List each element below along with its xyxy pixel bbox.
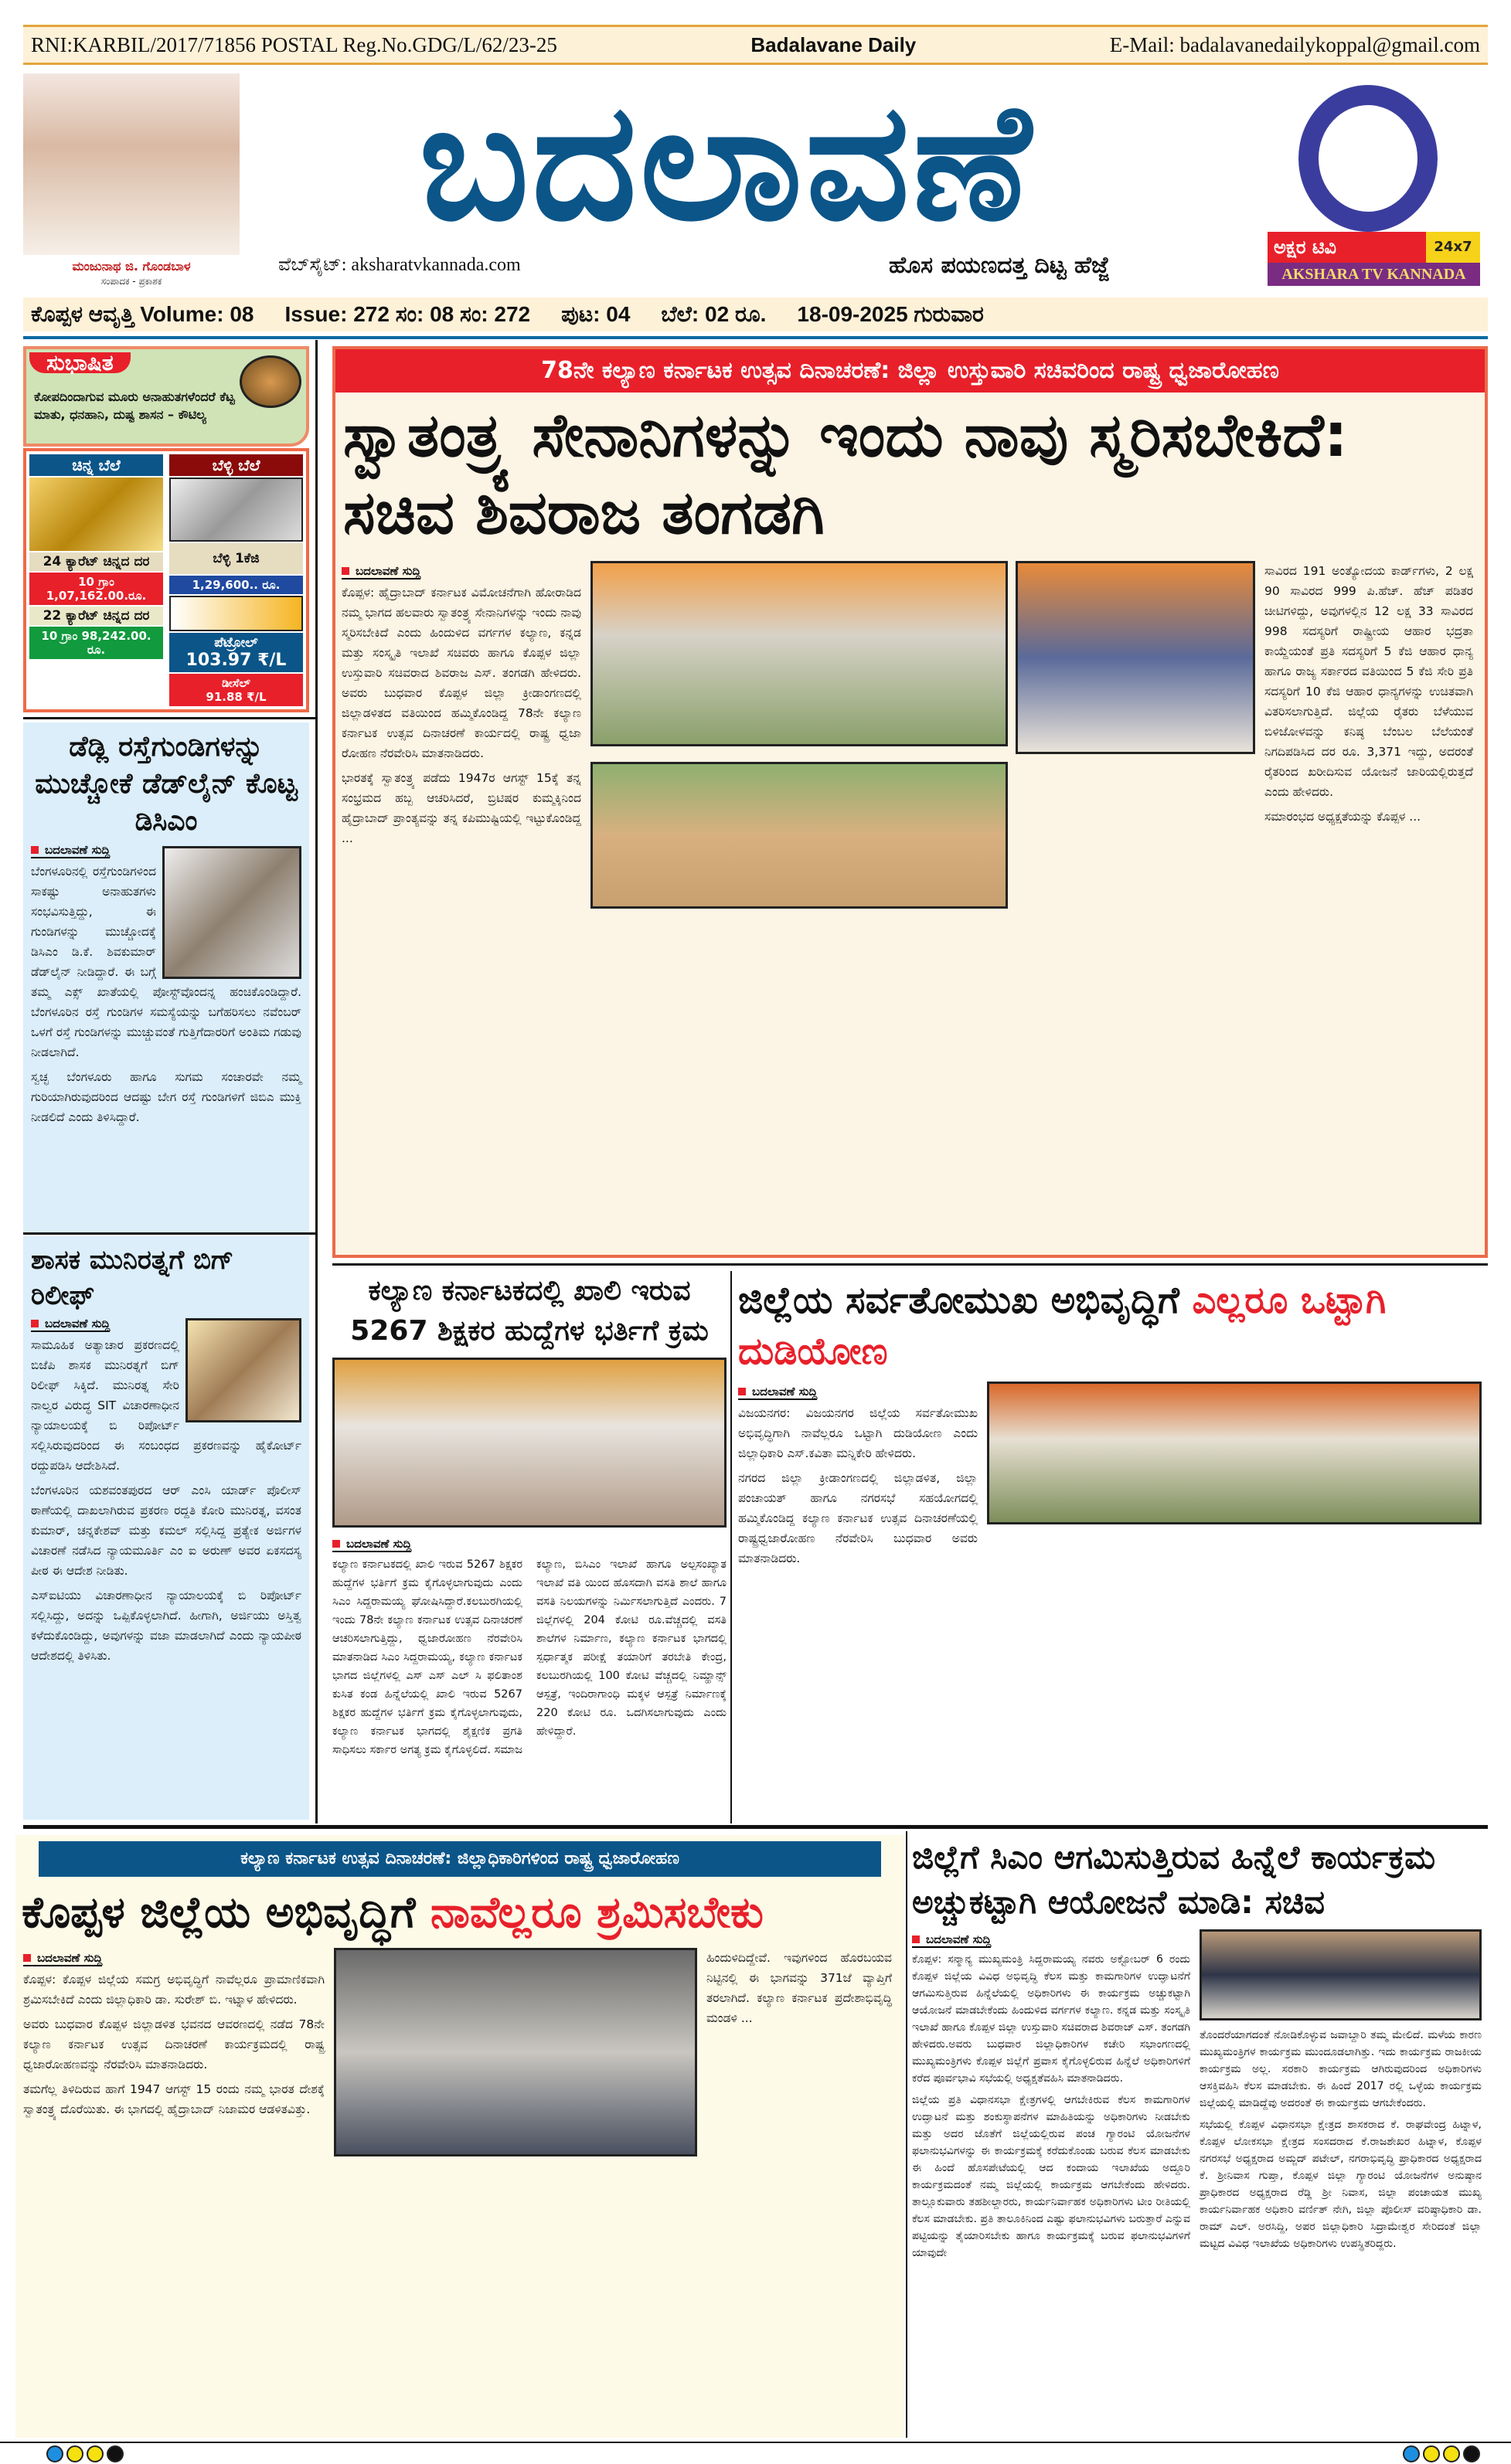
price: ಬೆಲೆ: 02 ರೂ. xyxy=(661,301,767,326)
divider xyxy=(23,336,1488,339)
muniratna-paragraph: ಬೆಂಗಳೂರಿನ ಯಶವಂತಪುರದ ಆರ್ ಎಂಸಿ ಯಾರ್ಡ್ ಪೊಲೀಸ್ ಠಾಣೆಯಲ್ಲಿ ದಾಖಲಾಗಿರುವ ಪ್ರಕರಣ ರದ್ದತಿ ಕೋರಿ ಮುನಿರತ್ನ, ವಸಂತ ಕುಮಾರ್, ಚನ್ನಕೇಶವ್ ಮತ್ತು ಕಮಲ್ ಸಲ್ಲಿಸಿದ್ದ ಪ್ರತ್ಯೇಕ ಅರ್ಜಿಗಳ ವಿಚಾರಣೆ ನಡೆಸಿದ ನ್ಯಾಯಮೂರ್ತಿ ಎಂ ಐ ಅರುಣ್ ಅವರ ಏಕಸದಸ್ಯ ಪೀಠ ಈ ಆದೇಶ ನೀಡಿತು. xyxy=(31,1483,301,1578)
tv-logo-icon xyxy=(1298,85,1438,232)
tv-red-strip xyxy=(1268,232,1480,263)
diesel-label: ಡೀಸೆಲ್ xyxy=(222,676,250,690)
lead-paragraph: ಭಾರತಕ್ಕೆ ಸ್ವಾತಂತ್ರ್ಯ ಪಡೆದು 1947ರ ಆಗಸ್ಟ್ 15ಕ್ಕೆ ತನ್ನ ಸಂಭ್ರಮದ ಹಬ್ಬ ಆಚರಿಸಿದರೆ, ಬ್ರಿಟಿಷರ ಕುಮ್ಮಕ್ಕಿನಿಂದ ಹೈದ್ರಾಬಾದ್ ಪ್ರಾಂತ್ಯವನ್ನು ತನ್ನ ಕಪಿಮುಷ್ಟಿಯಲ್ಲಿ ಇಟ್ಟುಕೊಂಡಿದ್ದ ... xyxy=(342,771,581,845)
byline: ಬದಲಾವಣೆ ಸುದ್ದಿ xyxy=(31,1317,110,1332)
divider xyxy=(23,717,315,719)
gold22-value: 10 ಗ್ರಾಂ 98,242.00. ರೂ. xyxy=(29,627,163,659)
kautilya-portrait xyxy=(240,355,301,408)
koppal-flag-hoisting-photo xyxy=(334,1948,697,2156)
column-rule xyxy=(730,1271,732,1823)
footer-rule xyxy=(0,2442,1511,2443)
rni-number: RNI:KARBIL/2017/71856 POSTAL Reg.No.GDG/L/62/23-25 xyxy=(31,32,557,56)
pages: ಪುಟ: 04 xyxy=(561,301,631,326)
cm-column-2 xyxy=(1200,1929,1482,2257)
dk-paragraph: ಬೆಂಗಳೂರಿನಲ್ಲಿ ರಸ್ತೆಗುಂಡಿಗಳಿಂದ ಸಾಕಷ್ಟು ಅನಾಹುತಗಳು ಸಂಭವಿಸುತ್ತಿದ್ದು, ಈ ಗುಂಡಿಗಳನ್ನು ಮುಚ್ಚೋದಕ್ಕೆ ಡಿಸಿಎಂ ಡಿ.ಕೆ. ಶಿವಕುಮಾರ್ ಡೆಡ್‌ಲೈನ್ ನೀಡಿದ್ದಾರೆ. ಈ ಬಗ್ಗೆ ತಮ್ಮ ಎಕ್ಸ್ ಖಾತೆಯಲ್ಲಿ ಪೋಸ್ಟ್‌ವೊಂದನ್ನ ಹಂಚಿಕೊಂಡಿದ್ದಾರೆ. ಬೆಂಗಳೂರಿನ ರಸ್ತೆ ಗುಂಡಿಗಳ ಸಮಸ್ಯೆಯನ್ನು ಬಗೆಹರಿಸಲು ನವೆಂಬರ್ ಒಳಗೆ ರಸ್ತೆ ಗುಂಡಿಗಳನ್ನು ಮುಚ್ಚುವಂತೆ ಗುತ್ತಿಗೆದಾರರಿಗೆ ಅಂತಿಮ ಗಡುವು ನೀಡಲಾಗಿದೆ. xyxy=(31,865,301,1059)
tagline: ಹೊಸ ಪಯಣದತ್ತ ದಿಟ್ಟ ಹೆಜ್ಜೆ xyxy=(889,252,1110,279)
vijayanagara-story xyxy=(738,1275,1488,1820)
date: 18-09-2025 ಗುರುವಾರ xyxy=(797,301,984,326)
koppal-column-1 xyxy=(23,1948,325,2124)
teachers-paragraph: ಕಲ್ಯಾಣ ಕರ್ನಾಟಕದಲ್ಲಿ ಖಾಲಿ ಇರುವ 5267 ಶಿಕ್ಷಕರ ಹುದ್ದೆಗಳ ಭರ್ತಿಗೆ ಕ್ರಮ ಕೈಗೊಳ್ಳಲಾಗುವುದು ಎಂದು ಸಿಎಂ ಸಿದ್ದರಾಮಯ್ಯ ಘೋಷಿಸಿದ್ದಾರೆ.ಕಲಬುರಗಿಯಲ್ಲಿ ಇಂದು 78ನೇ ಕಲ್ಯಾಣ ಕರ್ನಾಟಕ ಉತ್ಸವ ದಿನಾಚರಣೆ ಆಚರಿಸಲಾಗುತ್ತಿದ್ದು, ಧ್ವಜಾರೋಹಣ ನೆರವೇರಿಸಿ ಮಾತನಾಡಿದ ಸಿಎಂ ಸಿದ್ದರಾಮಯ್ಯ, ಕಲ್ಯಾಣ ಕರ್ನಾಟಕ ಭಾಗದ ಜಿಲ್ಲೆಗಳಲ್ಲಿ ಎಸ್ ಎಸ್ ಎಲ್ ಸಿ ಫಲಿತಾಂಶ ಕುಸಿತ ಕಂಡ ಹಿನ್ನೆಲೆಯಲ್ಲಿ ಖಾಲಿ ಇರುವ 5267 ಶಿಕ್ಷಕರ ಹುದ್ದೆಗಳ ಭರ್ತಿಗೆ ಕ್ರಮ ಕೈಗೊಳ್ಳಲಾಗುವುದು, ಕಲ್ಯಾಣ ಕರ್ನಾಟಕ ಭಾಗದಲ್ಲಿ ಶೈಕ್ಷಣಿಕ ಪ್ರಗತಿ ಸಾಧಿಸಲು ಸರ್ಕಾರ ಅಗತ್ಯ ಕ್ರಮ ಕೈಗೊಳ್ಳಲಿದೆ. ಸಮಾಜ ಕಲ್ಯಾಣ, ಬಿಸಿಎಂ ಇಲಾಖೆ ಹಾಗೂ ಅಲ್ಪಸಂಖ್ಯಾತ ಇಲಾಖೆ ವತಿ ಯಿಂದ ಹೊಸದಾಗಿ ವಸತಿ ಶಾಲೆ ಹಾಗೂ ವಸತಿ ನಿಲಯಗಳನ್ನು ನಿರ್ಮಿಸಲಾಗುತ್ತಿದೆ ಎಂದರು. 7 ಜಿಲ್ಲೆಗಳಲ್ಲಿ 204 ಕೋಟಿ ರೂ.ವೆಚ್ಚದಲ್ಲಿ ವಸತಿ ಶಾಲೆಗಳ ನಿರ್ಮಾಣ, ಕಲ್ಯಾಣ ಕರ್ನಾಟಕ ಭಾಗದಲ್ಲಿ ಸ್ಪರ್ಧಾತ್ಮಕ ಪರೀಕ್ಷೆ ತಯಾರಿಗೆ ತರಬೇತಿ ಕೇಂದ್ರ, ಕಲಬುರಗಿಯಲ್ಲಿ 100 ಕೋಟಿ ವೆಚ್ಚದಲ್ಲಿ ನಿಮ್ಹಾನ್ಸ್ ಆಸ್ಪತ್ರೆ, ಇಂದಿರಾಗಾಂಧಿ ಮಕ್ಕಳ ಆಸ್ಪತ್ರೆ ನಿರ್ಮಾಣಕ್ಕೆ 220 ಕೋಟಿ ರೂ. ಒದಗಿಸಲಾಗುವುದು ಎಂದು ಹೇಳಿದ್ದಾರೆ. xyxy=(332,1558,727,1756)
edition: ಕೊಪ್ಪಳ ಆವೃತ್ತಿ Volume: 08 xyxy=(31,301,254,326)
cm-paragraph: ಜಿಲ್ಲೆಯ ಪ್ರತಿ ವಿಧಾನಸಭಾ ಕ್ಷೇತ್ರಗಳಲ್ಲಿ ಆಗಬೇಕಿರುವ ಕೆಲಸ ಕಾಮಗಾರಿಗಳ ಉದ್ಘಾಟನೆ ಮತ್ತು ಶಂಕುಸ್ಥಾಪನೆಗಳ ಮಾಹಿತಿಯನ್ನು ಅಧಿಕಾರಿಗಳು ನೀಡಬೇಕು ಮತ್ತು ಅದರ ಜೊತೆಗೆ ಜಿಲ್ಲೆಯಲ್ಲಿರುವ ಪಂಚ ಗ್ಯಾರಂಟಿ ಯೋಜನೆಗಳ ಫಲಾನುಭವಿಗಳನ್ನು ಈ ಕಾರ್ಯಕ್ರಮಕ್ಕೆ ಕರೆದುಕೊಂಡು ಬರುವ ಕೆಲಸ ಮಾಡಬೇಕು ಈ ಹಿಂದೆ ಹೊಸಪೇಟೆಯಲ್ಲಿ ಆದ ಕಂದಾಯ ಇಲಾಖೆಯ ಅದ್ದೂರಿ ಕಾರ್ಯಕ್ರಮದಂತೆ ನಮ್ಮ ಜಿಲ್ಲೆಯಲ್ಲಿ ಕಾರ್ಯಕ್ರಮ ಆಗಬೇಕೆಂದು ಹೇಳಿದರು. ತಾಲ್ಲೂಕುವಾರು ತಹಶೀಲ್ದಾರರು, ಕಾರ್ಯನಿರ್ವಾಹಕ ಅಧಿಕಾರಿಗಳು ಟೀಂ ರೀತಿಯಲ್ಲಿ ಕೆಲಸ ಮಾಡಬೇಕು. ಪ್ರತಿ ತಾಲೂಕಿನಿಂದ ಎಷ್ಟು ಫಲಾನುಭವಿಗಳು ಬರುತ್ತಾರೆ ಎನ್ನುವ ಪಟ್ಟಿಯನ್ನು ತೈಯಾರಿಸಬೇಕು ಹಾಗೂ ಕಾರ್ಯಕ್ರಮಕ್ಕೆ ಬರುವ ಫಲಾನುಭವಿಗಳಿಗೆ ಯಾವುದೇ xyxy=(912,2094,1190,2259)
lead-column-right xyxy=(1264,561,1473,831)
flag-hoisting-photo xyxy=(590,561,1008,746)
subhashita-tag: ಸುಭಾಷಿತ xyxy=(29,352,131,373)
lead-paragraph: ಕೊಪ್ಪಳ: ಹೈದ್ರಾಬಾದ್ ಕರ್ನಾಟಕ ವಿಮೋಚನೆಗಾಗಿ ಹೋರಾಡಿದ ನಮ್ಮ ಭಾಗದ ಹಲವಾರು ಸ್ವಾತಂತ್ರ್ಯ ಸೇನಾನಿಗಳನ್ನು ಇಂದು ನಾವು ಸ್ಮರಿಸಬೇಕಿದೆ ಎಂದು ಹಿಂದುಳಿದ ವರ್ಗಗಳ ಕಲ್ಯಾಣ, ಕನ್ನಡ ಮತ್ತು ಸಂಸ್ಕೃತಿ ಇಲಾಖೆ ಸಚಿವರು ಹಾಗೂ ಕೊಪ್ಪಳ ಜಿಲ್ಲಾ ಉಸ್ತುವಾರಿ ಸಚಿವರಾದ ಶಿವರಾಜ ಎಸ್. ತಂಗಡಗಿ ಹೇಳಿದರು. ಅವರು ಬುಧವಾರ ಕೊಪ್ಪಳ ಜಿಲ್ಲಾ ಕ್ರೀಡಾಂಗಣದಲ್ಲಿ ಜಿಲ್ಲಾಡಳಿತದ ವತಿಯಿಂದ ಹಮ್ಮಿಕೊಂಡಿದ್ದ 78ನೇ ಕಲ್ಯಾಣ ಕರ್ನಾಟಕ ಉತ್ಸವ ದಿನಾಚರಣೆ ಕಾರ್ಯದಲ್ಲಿ ರಾಷ್ಟ್ರ ಧ್ವಜಾ ರೋಹಣ ನೆರವೇರಿಸಿ ಮಾತನಾಡಿದರು. xyxy=(342,586,581,760)
silver-value: 1,29,600.. ರೂ. xyxy=(169,576,303,594)
headline-red: ಎಲ್ಲರೂ ಒಟ್ಟಾಗಿ ದುಡಿಯೋಣ xyxy=(738,1279,1387,1373)
lead-columns xyxy=(335,556,1485,913)
parade-photo xyxy=(590,762,1008,909)
diesel-price xyxy=(169,674,303,706)
meeting-photo xyxy=(1200,1929,1482,2020)
registration-marks-right xyxy=(1403,2445,1480,2462)
cm-columns xyxy=(912,1929,1488,2266)
muniratna-photo xyxy=(185,1318,301,1422)
silver-bars-image xyxy=(169,478,303,542)
headline-black: ಕೊಪ್ಪಳ ಜಿಲ್ಲೆಯ ಅಭಿವೃದ್ಧಿಗೆ xyxy=(22,1888,416,1938)
byline: ಬದಲಾವಣೆ ಸುದ್ದಿ xyxy=(332,1537,411,1552)
teachers-story xyxy=(332,1271,727,1820)
lead-column-1 xyxy=(342,561,581,853)
subhashita-text: ಕೋಪದಿಂದಾಗುವ ಮೂರು ಅನಾಹುತಗಳೆಂದರೆ ಕೆಟ್ಟ ಮಾತು, ಧನಹಾನಿ, ದುಷ್ಟ ಶಾಸನ – ಕೌಟಿಲ್ಯ xyxy=(34,389,235,422)
koppal-columns xyxy=(15,1943,904,2161)
vijayanagara-paragraph: ನಗರದ ಜಿಲ್ಲಾ ಕ್ರೀಡಾಂಗಣದಲ್ಲಿ ಜಿಲ್ಲಾಡಳಿತ, ಜಿಲ್ಲಾ ಪಂಚಾಯತ್ ಹಾಗೂ ನಗರಸಭೆ ಸಹಯೋಗದಲ್ಲಿ ಹಮ್ಮಿಕೊಂಡಿದ್ದ ಕಲ್ಯಾಣ ಕರ್ನಾಟಕ ಉತ್ಸವ ದಿನಾಚರಣೆಯಲ್ಲಿ ರಾಷ್ಟ್ರಧ್ವಜಾರೋಹಣ ನೆರವೇರಿಸಿ ಬುಧವಾರ ಅವರು ಮಾತನಾಡಿದರು. xyxy=(738,1471,978,1565)
teachers-headline[interactable]: ಕಲ್ಯಾಣ ಕರ್ನಾಟಕದಲ್ಲಿ ಖಾಲಿ ಇರುವ 5267 ಶಿಕ್ಷಕರ ಹುದ್ದೆಗಳ ಭರ್ತಿಗೆ ಕ್ರಮ xyxy=(350,1275,709,1347)
tv-english-name: AKSHARA TV KANNADA xyxy=(1268,263,1480,286)
gold22-label: 22 ಕ್ಯಾರೆಟ್ ಚಿನ್ನದ ದರ xyxy=(29,607,163,625)
byline: ಬದಲಾವಣೆ ಸುದ್ದಿ xyxy=(342,564,420,579)
petrol-price xyxy=(169,633,303,672)
headline-black: ಜಿಲ್ಲೆಯ ಸರ್ವತೋಮುಖ ಅಭಿವೃದ್ಧಿಗೆ xyxy=(738,1279,1179,1322)
koppal-paragraph: ಹಿಂದುಳಿದಿದ್ದೇವೆ. ಇವುಗಳಿಂದ ಹೊರಬಯವ ನಿಟ್ಟಿನಲ್ಲಿ ಈ ಭಾಗವನ್ನು 371ಜೆ ವ್ಯಾಪ್ತಿಗೆ ತರಲಾಗಿದೆ. ಕಲ್ಯಾಣ ಕರ್ನಾಟಕ ಪ್ರದೇಶಾಭಿವೃದ್ಧಿ ಮಂಡಳಿ ... xyxy=(706,1951,892,2025)
gold24-label: 24 ಕ್ಯಾರೆಟ್ ಚಿನ್ನದ ದರ xyxy=(29,552,163,571)
cm-event-photo xyxy=(332,1358,727,1528)
vijayanagara-column xyxy=(738,1382,978,1573)
muniratna-paragraph: ಎಸ್‌ಐಟಿಯು ವಿಚಾರಣಾಧೀನ ನ್ಯಾಯಾಲಯಕ್ಕೆ ಬಿ ರಿಪೋರ್ಟ್ ಸಲ್ಲಿಸಿದ್ದು, ಅದನ್ನು ಒಪ್ಪಿಕೊಳ್ಳಲಾಗಿದೆ. ಹೀಗಾಗಿ, ಅರ್ಜಿಯು ಅಸ್ತಿತ್ವ ಕಳೆದುಕೊಂಡಿದ್ದು, ಅವುಗಳನ್ನು ವಜಾ ಮಾಡಲಾಗಿದೆ ಎಂದು ನ್ಯಾಯಪೀಠ ಆದೇಶದಲ್ಲಿ ತಿಳಿಸಿತು. xyxy=(31,1589,301,1663)
fuel-pump-image xyxy=(169,596,303,631)
silver-price-heading: ಬೆಳ್ಳಿ ಬೆಲೆ xyxy=(169,454,303,476)
muniratna-paragraph: ಸಾಮೂಹಿಕ ಅತ್ಯಾಚಾರ ಪ್ರಕರಣದಲ್ಲಿ ಬಿಜೆಪಿ ಶಾಸಕ ಮುನಿರತ್ನಗೆ ಬಿಗ್ ರಿಲೀಫ್ ಸಿಕ್ಕಿದೆ. ಮುನಿರತ್ನ ಸೇರಿ ನಾಲ್ವರ ವಿರುದ್ಧ SIT ವಿಚಾರಣಾಧೀನ ನ್ಯಾಯಾಲಯಕ್ಕೆ ಬಿ ರಿಪೋರ್ಟ್ ಸಲ್ಲಿಸಿರುವುದರಿಂದ ಈ ಸಂಬಂಧದ ಪ್ರಕರಣವನ್ನು ಹೈಕೋರ್ಟ್ ರದ್ದುಪಡಿಸಿ ಆದೇಶಿಸಿದೆ. xyxy=(31,1338,301,1473)
dk-shivakumar-photo xyxy=(162,846,301,979)
lead-photos xyxy=(590,561,1255,909)
subhashita-box xyxy=(23,346,309,447)
koppal-column-3 xyxy=(706,1948,892,2033)
koppal-story xyxy=(15,1835,904,2438)
koppal-paragraph: ಅವರು ಬುಧವಾರ ಕೊಪ್ಪಳ ಜಿಲ್ಲಾಡಳಿತ ಭವನದ ಆವರಣದಲ್ಲಿ ನಡೆದ 78ನೇ ಕಲ್ಯಾಣ ಕರ್ನಾಟಕ ಉತ್ಸವ ದಿನಾಚರಣೆ ಕಾರ್ಯಕ್ರಮದಲ್ಲಿ ರಾಷ್ಟ್ರ ಧ್ವಜಾರೋಹಣವನ್ನು ನೆರವೇರಿಸಿ ಮಾತನಾಡಿದರು. xyxy=(23,2017,325,2071)
koppal-headline[interactable] xyxy=(15,1883,904,1943)
koppal-kicker-banner: ಕಲ್ಯಾಣ ಕರ್ನಾಟಕ ಉತ್ಸವ ದಿನಾಚರಣೆ: ಜಿಲ್ಲಾಧಿಕಾರಿಗಳಿಂದ ರಾಷ್ಟ್ರ ಧ್ವಜಾರೋಹಣ xyxy=(39,1841,881,1877)
divider xyxy=(23,1825,1488,1829)
cm-visit-story xyxy=(912,1835,1488,2438)
editor-photo xyxy=(23,73,240,255)
vijayanagara-columns xyxy=(738,1382,1488,1573)
gold-price-heading: ಚಿನ್ನ ಬೆಲೆ xyxy=(29,454,163,476)
diesel-value: 91.88 ₹/L xyxy=(206,690,267,704)
column-rule xyxy=(906,1831,907,2438)
byline: ಬದಲಾವಣೆ ಸುದ್ದಿ xyxy=(738,1385,817,1400)
divider xyxy=(23,1232,315,1235)
cm-visit-headline[interactable]: ಜಿಲ್ಲೆಗೆ ಸಿಎಂ ಆಗಮಿಸುತ್ತಿರುವ ಹಿನ್ನೆಲೆ ಕಾರ್ಯಕ್ರಮ ಅಚ್ಚುಕಟ್ಟಾಗಿ ಆಯೋಜನೆ ಮಾಡಿ: ಸಚಿವ xyxy=(912,1838,1436,1921)
tv-kannada-name: ಅಕ್ಷರ ಟಿವಿ xyxy=(1274,236,1337,258)
newspaper-title: ಬದಲಾವಣೆ xyxy=(419,73,1034,251)
issue-info-bar xyxy=(23,297,1488,331)
petrol-value: 103.97 ₹/L xyxy=(185,651,287,670)
muniratna-story xyxy=(23,1236,309,1820)
headline-red: ನಾವೆಲ್ಲರೂ ಶ್ರಮಿಸಬೇಕು xyxy=(430,1888,764,1938)
tv-247: 24x7 xyxy=(1426,232,1480,263)
muniratna-headline[interactable]: ಶಾಸಕ ಮುನಿರತ್ನಗೆ ಬಿಗ್ ರಿಲೀಫ್ xyxy=(31,1245,234,1311)
editor-name: ಮಂಜುನಾಥ ಜಿ. ಗೊಂಡಬಾಳ xyxy=(72,259,191,274)
silver-label: ಬೆಳ್ಳಿ 1ಕೆಜಿ xyxy=(169,543,303,574)
vijayanagara-headline[interactable] xyxy=(738,1275,1488,1377)
lead-headline[interactable]: ಸ್ವಾತಂತ್ರ್ಯ ಸೇನಾನಿಗಳನ್ನು ಇಂದು ನಾವು ಸ್ಮರಿಸಬೇಕಿದೆ: ಸಚಿವ ಶಿವರಾಜ ತಂಗಡಗಿ xyxy=(343,401,1348,548)
dk-paragraph: ಸ್ವಚ್ಛ ಬೆಂಗಳೂರು ಹಾಗೂ ಸುಗಮ ಸಂಚಾರವೇ ನಮ್ಮ ಗುರಿಯಾಗಿರುವುದರಿಂದ ಆದಷ್ಟು ಬೇಗ ರಸ್ತೆ ಗುಂಡಿಗಳಿಗೆ ಜಿಬಿಎ ಮುಕ್ತಿ ನೀಡಲಿದೆ ಎಂದು ತಿಳಿಸಿದ್ದಾರೆ. xyxy=(31,1070,301,1124)
column-rule xyxy=(315,340,318,1823)
koppal-paragraph: ತಮಗೆಲ್ಲ ತಿಳಿದಿರುವ ಹಾಗೆ 1947 ಆಗಸ್ಟ್ 15 ರಂದು ನಮ್ಮ ಭಾರತ ದೇಶಕ್ಕೆ ಸ್ವಾತಂತ್ರ್ಯ ದೊರೆಯಿತು. ಈ ಭಾಗದಲ್ಲಿ ಹೈದ್ರಾಬಾದ್ ನಿಜಾಮರ ಆಡಳಿತವಿತ್ತು. xyxy=(23,2082,325,2116)
vijayanagara-parade-photo xyxy=(987,1382,1482,1524)
koppal-paragraph: ಕೊಪ್ಪಳ: ಕೊಪ್ಪಳ ಜಿಲ್ಲೆಯ ಸಮಗ್ರ ಅಭಿವೃದ್ಧಿಗೆ ನಾವೆಲ್ಲರೂ ಪ್ರಾಮಾಣಿಕವಾಗಿ ಶ್ರಮಿಸಬೇಕಿದೆ ಎಂದು ಜಿಲ್ಲಾಧಿಕಾರಿ ಡಾ. ಸುರೇಶ್ ಬಿ. ಇಟ್ನಾಳ ಹೇಳಿದರು. xyxy=(23,1973,325,2007)
registration-bar xyxy=(23,25,1488,65)
email[interactable]: E-Mail: badalavanedailykoppal@gmail.com xyxy=(1109,32,1480,56)
cm-paragraph: ತೊಂದರೆಯಾಗದಂತೆ ನೋಡಿಕೊಳ್ಳುವ ಜವಾಬ್ದಾರಿ ತಮ್ಮ ಮೇಲಿದೆ. ಮಳೆಯ ಕಾರಣ ಮುಖ್ಯಮಂತ್ರಿಗಳ ಕಾರ್ಯಕ್ರಮ ಮುಂದೂಡಲಾಗಿತ್ತು. ಇದು ಕಾರ್ಯಕ್ರಮ ರಾಜಕೀಯ ಕಾರ್ಯಕ್ರಮ ಅಲ್ಲ. ಸರಕಾರಿ ಕಾರ್ಯಕ್ರಮ ಆಗಿರುವುದರಿಂದ ಅಧಿಕಾರಿಗಳು ಆಸಕ್ತಿವಹಿಸಿ ಕೆಲಸ ಮಾಡಬೇಕು. ಈ ಹಿಂದೆ 2017 ರಲ್ಲಿ ಒಳ್ಳೆಯ ಕಾರ್ಯಕ್ರಮ ಜಿಲ್ಲೆಯಲ್ಲಿ ಮಾಡಿದ್ದೆವು ಅದರಂತೆ ಈ ಕಾರ್ಯಕ್ರಮ ಆಗಬೇಕೆಂದರು. xyxy=(1200,2029,1482,2109)
dk-story xyxy=(23,722,309,1232)
lead-kicker-banner: 78ನೇ ಕಲ್ಯಾಣ ಕರ್ನಾಟಕ ಉತ್ಸವ ದಿನಾಚರಣೆ: ಜಿಲ್ಲಾ ಉಸ್ತುವಾರಿ ಸಚಿವರಿಂದ ರಾಷ್ಟ್ರ ಧ್ವಜಾರೋಹಣ xyxy=(335,349,1485,393)
petrol-label: ಪೆಟ್ರೋಲ್ xyxy=(214,635,258,651)
cm-paragraph: ಕೊಪ್ಪಳ: ಸನ್ಮಾನ್ಯ ಮುಖ್ಯಮಂತ್ರಿ ಸಿದ್ದರಾಮಯ್ಯ ನವರು ಅಕ್ಟೋಬರ್ 6 ರಂದು ಕೊಪ್ಪಳ ಜಿಲ್ಲೆಯ ವಿವಿಧ ಅಭಿವೃದ್ಧಿ ಕೆಲಸ ಮತ್ತು ಕಾಮಗಾರಿಗಳ ಉದ್ಘಾಟನೆಗೆ ಆಗಮಿಸುತ್ತಿರುವ ಹಿನ್ನೆಲೆಯಲ್ಲಿ ಅಧಿಕಾರಿಗಳು ಈ ಕಾರ್ಯಕ್ರಮ ಅಚ್ಚುಕಟ್ಟಾಗಿ ಆಯೋಜನೆ ಮಾಡಬೇಕೆಂದು ಹಿಂದುಳಿದ ವರ್ಗಗಳ ಕಲ್ಯಾಣ. ಕನ್ನಡ ಮತ್ತು ಸಂಸ್ಕೃತಿ ಇಲಾಖೆ ಹಾಗೂ ಕೊಪ್ಪಳ ಜಿಲ್ಲಾ ಉಸ್ತುವಾರಿ ಸಚಿವರಾದ ಶಿವರಾಜ್ ಎಸ್. ತಂಗಡಗಿ ಹೇಳಿದರು.ಅವರು ಬುಧವಾರ ಜಿಲ್ಲಾಧಿಕಾರಿಗಳ ಕಚೇರಿ ಸಭಾಂಗಣದಲ್ಲಿ ಮುಖ್ಯಮಂತ್ರಿಗಳು ಕೊಪ್ಪಳ ಜಿಲ್ಲೆಗೆ ಪ್ರವಾಸ ಕೈಗೊಳ್ಳಲಿರುವ ಹಿನ್ನೆಲೆ ಅಧಿಕಾರಿಗಳಿಗೆ ಕರೆದ ಪೂರ್ವಭಾವಿ ಸಭೆಯಲ್ಲಿ ಅಧ್ಯಕ್ಷತೆವಹಿಸಿ ಮಾತನಾಡಿದರು. xyxy=(912,1953,1190,2085)
dk-headline[interactable]: ಡೆಡ್ಲಿ ರಸ್ತೆಗುಂಡಿಗಳನ್ನು ಮುಚ್ಚೋಕೆ ಡೆಡ್‌ಲೈನ್ ಕೊಟ್ಟ ಡಿಸಿಎಂ xyxy=(35,731,298,837)
price-box xyxy=(23,448,309,712)
paper-name: Badalavane Daily xyxy=(750,32,917,56)
byline: ಬದಲಾವಣೆ ಸುದ್ದಿ xyxy=(31,843,110,858)
registration-marks-left xyxy=(46,2445,124,2462)
cm-column-1 xyxy=(912,1929,1190,2266)
vijayanagara-paragraph: ವಿಜಯನಗರ: ವಿಜಯನಗರ ಜಿಲ್ಲೆಯ ಸರ್ವತೋಮುಖ ಅಭಿವೃದ್ಧಿಗಾಗಿ ನಾವೆಲ್ಲರೂ ಒಟ್ಟಾಗಿ ದುಡಿಯೋಣ ಎಂದು ಜಿಲ್ಲಾಧಿಕಾರಿ ಎಸ್.ಕವಿತಾ ಮನ್ನಿಕೇರಿ ಹೇಳಿದರು. xyxy=(738,1406,978,1460)
gold-bars-image xyxy=(29,478,163,551)
lead-paragraph: ಸಮಾರಂಭದ ಅಧ್ಯಕ್ಷತೆಯನ್ನು ಕೊಪ್ಪಳ ... xyxy=(1264,810,1421,824)
editor-role: ಸಂಪಾದಕ - ಪ್ರಕಾಶಕ xyxy=(100,276,162,287)
lead-paragraph: ಸಾವಿರದ 191 ಅಂತ್ಯೋದಯ ಕಾರ್ಡ್‌ಗಳು, 2 ಲಕ್ಷ 90 ಸಾವಿರದ 999 ಪಿ.ಹೆಚ್. ಹೆಚ್ ಪಡಿತರ ಚೀಟಿಗಳಿದ್ದು, ಅವುಗಳಲ್ಲಿನ 12 ಲಕ್ಷ 33 ಸಾವಿರದ 998 ಸದಸ್ಯರಿಗೆ ರಾಷ್ಟ್ರೀಯ ಆಹಾರ ಭದ್ರತಾ ಕಾಯ್ದೆಯಂತೆ ಪ್ರತಿ ಸದಸ್ಯರಿಗೆ 5 ಕೆಜಿ ಆಹಾರ ಧಾನ್ಯ ಹಾಗೂ ರಾಜ್ಯ ಸರ್ಕಾರದ ವತಿಯಿಂದ 5 ಕೆಜಿ ಸೇರಿ ಪ್ರತಿ ಸದಸ್ಯರಿಗೆ 10 ಕೆಜಿ ಆಹಾರ ಧಾನ್ಯಗಳನ್ನು ಉಚಿತವಾಗಿ ವಿತರಿಸಲಾಗುತ್ತಿದೆ. ಜಿಲ್ಲೆಯ ರೈತರು ಬೆಳೆಯುವ ಬಿಳಿಜೋಳವನ್ನು ಕನಿಷ್ಠ ಬೆಂಬಲ ಬೆಲೆಯಂತೆ ನಿಗದಿಪಡಿಸಿದ ದರ ರೂ. 3,371 ಇದ್ದು, ಅದರಂತೆ ರೈತರಿಂದ ಖರೀದಿಸುವ ಯೋಜನೆ ಜಾರಿಯಲ್ಲಿರುತ್ತದೆ ಎಂದು ಹೇಳಿದರು. xyxy=(1264,564,1473,799)
lead-story xyxy=(332,346,1488,1258)
issue: Issue: 272 ಸಂ: 08 ಸಂ: 272 xyxy=(284,301,531,326)
akshara-tv-logo xyxy=(1268,85,1480,286)
byline: ಬದಲಾವಣೆ ಸುದ್ದಿ xyxy=(23,1951,102,1966)
minister-speech-photo xyxy=(1016,561,1255,754)
byline: ಬದಲಾವಣೆ ಸುದ್ದಿ xyxy=(912,1932,991,1948)
cm-paragraph: ಸಭೆಯಲ್ಲಿ ಕೊಪ್ಪಳ ವಿಧಾನಸಭಾ ಕ್ಷೇತ್ರದ ಶಾಸಕರಾದ ಕೆ. ರಾಘವೇಂದ್ರ ಹಿಟ್ನಾಳ, ಕೊಪ್ಪಳ ಲೋಕಸಭಾ ಕ್ಷೇತ್ರದ ಸಂಸದರಾದ ಕೆ.ರಾಜಶೇಖರ ಹಿಟ್ನಾಳ, ಕೊಪ್ಪಳ ನಗರಸಭೆ ಅಧ್ಯಕ್ಷರಾದ ಅಮ್ಜದ್ ಪಟೇಲ್, ನಗರಾಭಿವೃದ್ಧಿ ಪ್ರಾಧಿಕಾರದ ಅಧ್ಯಕ್ಷರಾದ ಕೆ. ಶ್ರೀನಿವಾಸ ಗುಪ್ತಾ, ಕೊಪ್ಪಳ ಜಿಲ್ಲಾ ಗ್ಯಾರಂಟಿ ಯೋಜನೆಗಳ ಅನುಷ್ಠಾನ ಪ್ರಾಧಿಕಾರದ ಅಧ್ಯಕ್ಷರಾದ ರೆಡ್ಡಿ ಶ್ರೀ ನಿವಾಸ, ಜಿಲ್ಲಾ ಪಂಚಾಯತ ಮುಖ್ಯ ಕಾರ್ಯನಿರ್ವಾಹಕ ಅಧಿಕಾರಿ ವರ್ಣಿತ್ ನೇಗಿ, ಜಿಲ್ಲಾ ಪೊಲೀಸ್ ವರಿಷ್ಠಾಧಿಕಾರಿ ಡಾ. ರಾಮ್ ಎಲ್. ಅರಸಿದ್ದಿ, ಅಪರ ಜಿಲ್ಲಾಧಿಕಾರಿ ಸಿದ್ರಾಮೇಶ್ವರ ಸೇರಿದಂತೆ ಜಿಲ್ಲಾ ಮಟ್ಟದ ವಿವಿಧ ಇಲಾಖೆಯ ಅಧಿಕಾರಿಗಳು ಉಪಸ್ಥಿತರಿದ್ದರು. xyxy=(1200,2119,1482,2250)
gold24-value: 10 ಗ್ರಾಂ 1,07,162.00.ರೂ. xyxy=(29,573,163,605)
website[interactable]: ವೆಬ್‌ಸೈಟ್: aksharatvkannada.com xyxy=(278,255,521,275)
divider xyxy=(332,1263,1488,1266)
